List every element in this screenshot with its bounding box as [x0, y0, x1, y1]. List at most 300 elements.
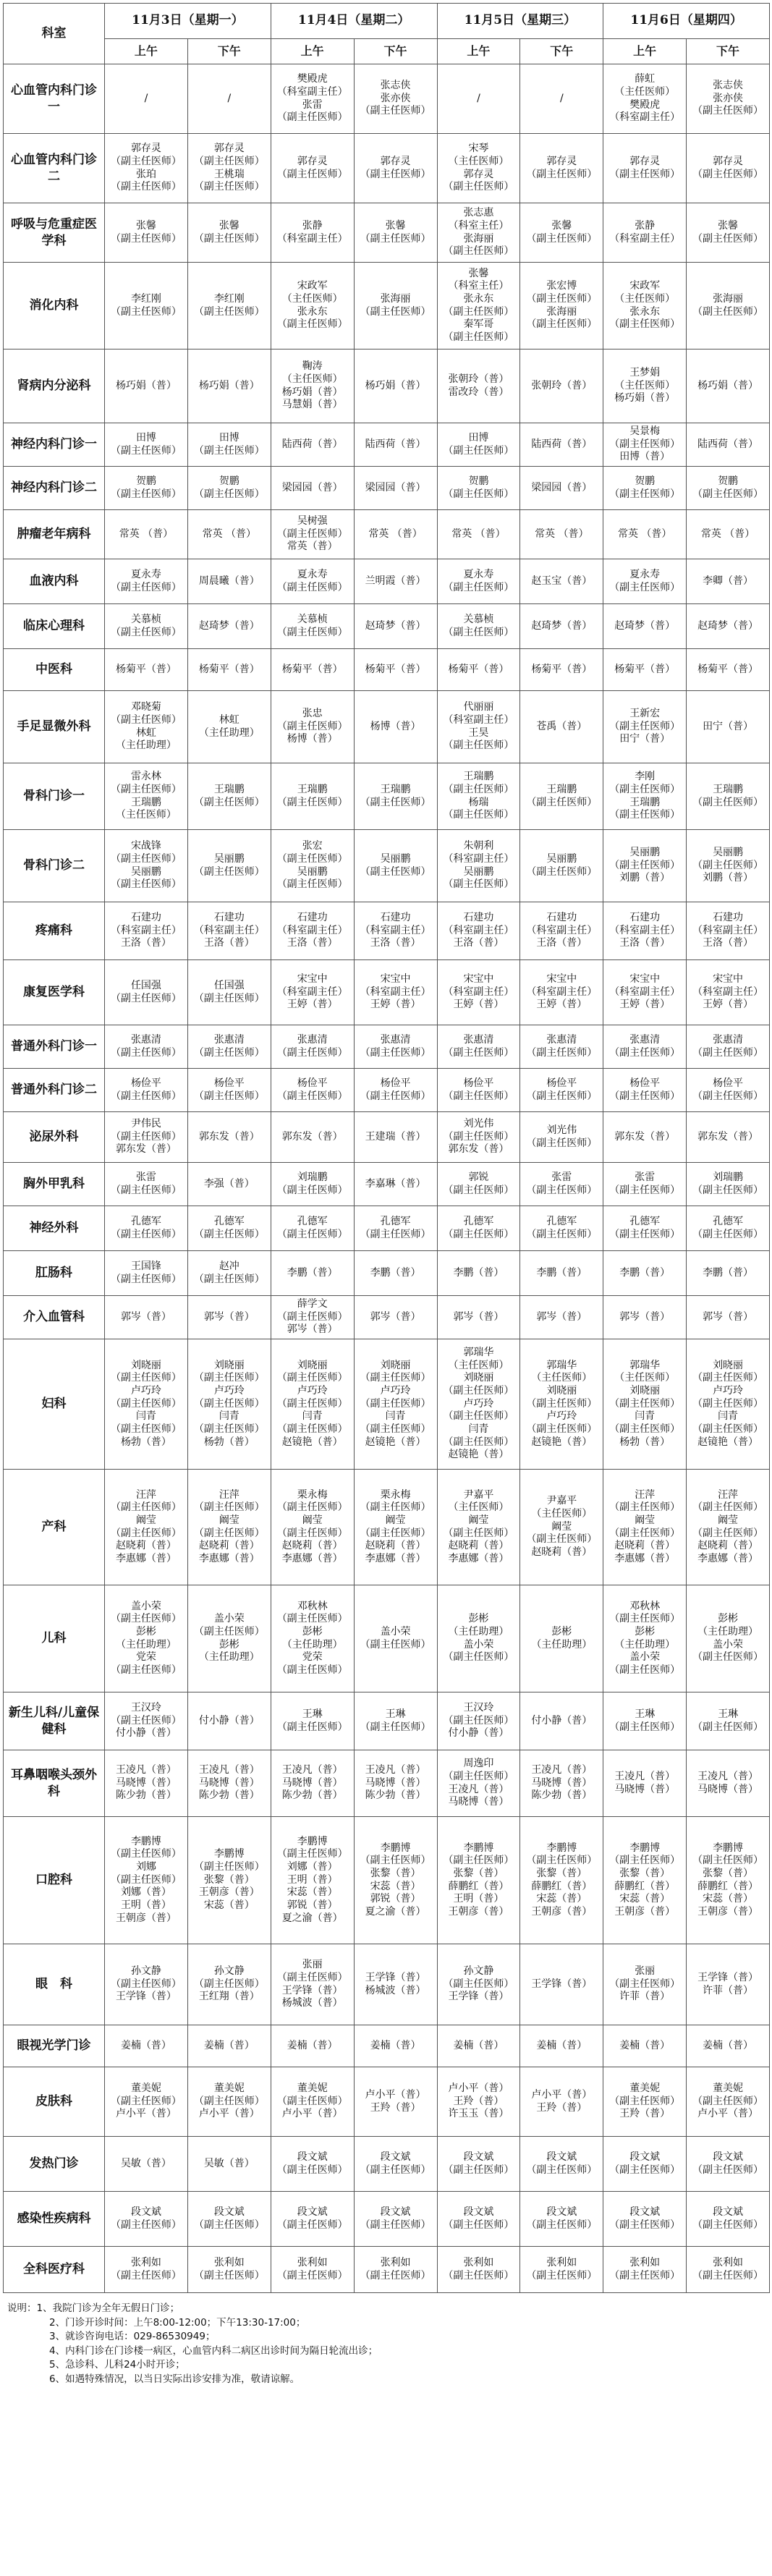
am-doctors-cell: 董美妮 （副主任医师） 王羚（普） [603, 2067, 687, 2137]
schedule-row [4, 691, 770, 763]
am-doctors-cell: 贺鹏 （副主任医师） [437, 467, 520, 510]
pm-doctors-cell: 王学锋（普） 杨城波（普） [354, 1944, 437, 2025]
department-name: 产科 [4, 1470, 105, 1585]
am-doctors-cell: 李鹏博 （副主任医师） 张黎（普） 薛鹏红（普） 王明（普） 王朝彦（普） [437, 1817, 520, 1944]
pm-doctors-cell: 王瑞鹏 （副主任医师） [687, 763, 770, 830]
am-doctors-cell: 宋宝中 （科室副主任） 王婷（普） [271, 960, 354, 1025]
am-doctors-cell: 王汉玲 （副主任医师） 付小静（普） [105, 1692, 188, 1750]
department-name: 呼吸与危重症医学科 [4, 203, 105, 263]
pm-doctors-cell: 宋宝中 （科室副主任） 王婷（普） [687, 960, 770, 1025]
am-doctors-cell: 王琳 （副主任医师） [271, 1692, 354, 1750]
pm-doctors-cell: 张惠清 （副主任医师） [520, 1025, 603, 1069]
department-name: 骨科门诊一 [4, 763, 105, 830]
header-row-sessions [4, 39, 770, 64]
am-doctors-cell: 郭瑞华 （主任医师） 刘晓丽 （副主任医师） 卢巧玲 （副主任医师） 闫青 （副主任医师） 赵镜艳（普） [437, 1339, 520, 1470]
pm-doctors-cell: 苍禹（普） [520, 691, 603, 763]
pm-doctors-cell: 贺鹏 （副主任医师） [687, 467, 770, 510]
pm-doctors-cell: 李强（普） [187, 1163, 271, 1206]
schedule-row [4, 203, 770, 263]
am-doctors-cell: 王凌凡（普） 马晓博（普） 陈少勃（普） [271, 1750, 354, 1817]
pm-doctors-cell: 石建功 （科室副主任） 王洛（普） [354, 902, 437, 960]
am-doctors-cell: 张利如 （副主任医师） [603, 2247, 687, 2293]
pm-doctors-cell: 孔德军 （副主任医师） [187, 1206, 271, 1251]
pm-doctors-cell: 付小静（普） [520, 1692, 603, 1750]
schedule-row [4, 1944, 770, 2025]
am-doctors-cell: 王瑞鹏 （副主任医师） 杨瑞 （副主任医师） [437, 763, 520, 830]
schedule-row [4, 1817, 770, 1944]
pm-doctors-cell: 常英 （普） [354, 510, 437, 559]
pm-doctors-cell: 杨巧娟（普） [187, 349, 271, 423]
pm-doctors-cell: 田宁（普） [687, 691, 770, 763]
pm-header: 下午 [520, 39, 603, 64]
schedule-row [4, 2137, 770, 2192]
am-doctors-cell: 张惠清 （副主任医师） [603, 1025, 687, 1069]
department-name: 皮肤科 [4, 2067, 105, 2137]
pm-doctors-cell: 孔德军 （副主任医师） [354, 1206, 437, 1251]
am-doctors-cell: 张静 （科室副主任） [603, 203, 687, 263]
am-doctors-cell: 彭彬 （主任助理） 盖小荣 （副主任医师） [437, 1585, 520, 1692]
pm-doctors-cell: 张朝玲（普） [520, 349, 603, 423]
pm-doctors-cell: 李鹏（普） [687, 1251, 770, 1296]
am-doctors-cell: 夏永寿 （副主任医师） [603, 559, 687, 604]
pm-doctors-cell: 张馨 （副主任医师） [354, 203, 437, 263]
am-doctors-cell: 董美妮 （副主任医师） 卢小平（普） [105, 2067, 188, 2137]
pm-doctors-cell: 郭东发（普） [187, 1112, 271, 1163]
am-doctors-cell: 张静 （科室副主任） [271, 203, 354, 263]
am-header: 上午 [437, 39, 520, 64]
am-doctors-cell: 宋政军 （主任医师） 张永东 （副主任医师） [271, 263, 354, 349]
am-doctors-cell: 郭存灵 （副主任医师） 张珀 （副主任医师） [105, 134, 188, 203]
department-name: 消化内科 [4, 263, 105, 349]
department-name: 耳鼻咽喉头颈外科 [4, 1750, 105, 1817]
am-doctors-cell: 姜楠（普） [603, 2025, 687, 2067]
note-line [7, 2302, 769, 2316]
department-name: 胸外甲乳科 [4, 1163, 105, 1206]
pm-doctors-cell: 陆西荷（普） [687, 423, 770, 467]
am-doctors-cell: 郭存灵 （副主任医师） [603, 134, 687, 203]
am-doctors-cell: 杨菊平（普） [437, 649, 520, 691]
am-doctors-cell: 吴敏（普） [105, 2137, 188, 2192]
am-doctors-cell: 周逸印 （副主任医师） 王凌凡（普） 马晓博（普） [437, 1750, 520, 1817]
pm-doctors-cell: 卢小平（普） 王羚（普） [354, 2067, 437, 2137]
department-name: 心血管内科门诊一 [4, 64, 105, 134]
pm-doctors-cell: / [187, 64, 271, 134]
am-doctors-cell: 李鹏（普） [271, 1251, 354, 1296]
schedule-row [4, 263, 770, 349]
am-doctors-cell: 关慕桢 （副主任医师） [105, 604, 188, 649]
pm-doctors-cell: 姜楠（普） [187, 2025, 271, 2067]
pm-doctors-cell: 郭瑞华 （主任医师） 刘晓丽 （副主任医师） 卢巧玲 （副主任医师） 赵镜艳（普） [520, 1339, 603, 1470]
am-doctors-cell: 刘晓丽 （副主任医师） 卢巧玲 （副主任医师） 闫青 （副主任医师） 杨勃（普） [105, 1339, 188, 1470]
pm-doctors-cell: 梁园园（普） [354, 467, 437, 510]
am-doctors-cell: 石建功 （科室副主任） 王洛（普） [603, 902, 687, 960]
pm-doctors-cell: 李鹏博 （副主任医师） 张黎（普） 薛鹏红（普） 宋蕊（普） 王朝彦（普） [520, 1817, 603, 1944]
pm-doctors-cell: 汪萍 （副主任医师） 阚莹 （副主任医师） 赵晓莉（普） 李惠娜（普） [687, 1470, 770, 1585]
pm-doctors-cell: 张馨 （副主任医师） [187, 203, 271, 263]
pm-doctors-cell: 王建瑞（普） [354, 1112, 437, 1163]
schedule-row [4, 134, 770, 203]
department-name: 肛肠科 [4, 1251, 105, 1296]
pm-doctors-cell: 王瑞鹏 （副主任医师） [520, 763, 603, 830]
pm-doctors-cell: 杨巧娟（普） [687, 349, 770, 423]
department-name: 全科医疗科 [4, 2247, 105, 2293]
header-row-days [4, 4, 770, 39]
am-doctors-cell: 姜楠（普） [437, 2025, 520, 2067]
am-doctors-cell: 孙文静 （副主任医师） 王学锋（普） [437, 1944, 520, 2025]
am-doctors-cell: 姜楠（普） [271, 2025, 354, 2067]
pm-doctors-cell: 段文斌 （副主任医师） [354, 2137, 437, 2192]
department-name: 眼视光学门诊 [4, 2025, 105, 2067]
am-doctors-cell: 张利如 （副主任医师） [105, 2247, 188, 2293]
am-doctors-cell: / [105, 64, 188, 134]
note-line: 4、内科门诊在门诊楼一病区，心血管内科二病区出诊时间为隔日轮流出诊； [49, 2344, 378, 2357]
am-doctors-cell: 李鹏（普） [603, 1251, 687, 1296]
am-doctors-cell: 王凌凡（普） 马晓博（普） 陈少勃（普） [105, 1750, 188, 1817]
pm-doctors-cell: 杨菊平（普） [187, 649, 271, 691]
pm-doctors-cell: 王凌凡（普） 马晓博（普） 陈少勃（普） [187, 1750, 271, 1817]
dept-header: 科室 [4, 4, 105, 64]
schedule-row [4, 2025, 770, 2067]
am-doctors-cell: 郭存灵 （副主任医师） [271, 134, 354, 203]
am-doctors-cell: 张雷 （副主任医师） [603, 1163, 687, 1206]
pm-header: 下午 [687, 39, 770, 64]
pm-doctors-cell: 吴丽鹏 （副主任医师） 刘鹏（普） [687, 830, 770, 902]
am-doctors-cell: 张雷 （副主任医师） [105, 1163, 188, 1206]
am-doctors-cell: 段文斌 （副主任医师） [105, 2192, 188, 2247]
department-name: 临床心理科 [4, 604, 105, 649]
pm-doctors-cell: 吴丽鹏 （副主任医师） [520, 830, 603, 902]
notes-section [3, 2302, 769, 2386]
pm-doctors-cell: 杨巧娟（普） [354, 349, 437, 423]
am-doctors-cell: 樊殿虎 （科室副主任） 张雷 （副主任医师） [271, 64, 354, 134]
pm-doctors-cell: 吴丽鹏 （副主任医师） [354, 830, 437, 902]
am-doctors-cell: 薛学文 （副主任医师） 郭岑（普） [271, 1296, 354, 1339]
pm-doctors-cell: 孔德军 （副主任医师） [520, 1206, 603, 1251]
pm-doctors-cell: 张惠清 （副主任医师） [687, 1025, 770, 1069]
am-doctors-cell: 李红刚 （副主任医师） [105, 263, 188, 349]
pm-doctors-cell: 吴敏（普） [187, 2137, 271, 2192]
pm-doctors-cell: 张海丽 （副主任医师） [687, 263, 770, 349]
am-doctors-cell: 刘光伟 （副主任医师） 郭东发（普） [437, 1112, 520, 1163]
am-doctors-cell: 刘瑞鹏 （副主任医师） [271, 1163, 354, 1206]
am-doctors-cell: 孔德军 （副主任医师） [603, 1206, 687, 1251]
pm-doctors-cell: 赵琦梦（普） [187, 604, 271, 649]
schedule-row [4, 1296, 770, 1339]
day-header-3: 11月5日（星期三） [437, 4, 603, 39]
department-name: 肿瘤老年病科 [4, 510, 105, 559]
am-doctors-cell: 张丽 （副主任医师） 王学锋（普） 杨城波（普） [271, 1944, 354, 2025]
pm-doctors-cell: 梁园园（普） [520, 467, 603, 510]
schedule-row [4, 349, 770, 423]
am-doctors-cell: 夏永寿 （副主任医师） [437, 559, 520, 604]
pm-doctors-cell: 付小静（普） [187, 1692, 271, 1750]
note-line: 2、门诊开诊时间：上午8:00-12:00；下午13:30-17:00； [49, 2316, 306, 2329]
am-doctors-cell: 张馨 （副主任医师） [105, 203, 188, 263]
am-doctors-cell: 郭岑（普） [603, 1296, 687, 1339]
pm-doctors-cell: 周晨曦（普） [187, 559, 271, 604]
schedule-row [4, 960, 770, 1025]
am-doctors-cell: 张惠清 （副主任医师） [271, 1025, 354, 1069]
department-name: 心血管内科门诊二 [4, 134, 105, 203]
pm-doctors-cell: 赵琦梦（普） [687, 604, 770, 649]
pm-doctors-cell: 赵玉宝（普） [520, 559, 603, 604]
pm-doctors-cell: 郭存灵 （副主任医师） [687, 134, 770, 203]
am-doctors-cell: 尹伟民 （副主任医师） 郭东发（普） [105, 1112, 188, 1163]
pm-doctors-cell: 张利如 （副主任医师） [354, 2247, 437, 2293]
schedule-body [4, 64, 770, 2293]
pm-doctors-cell: 郭存灵 （副主任医师） [520, 134, 603, 203]
pm-doctors-cell: 郭岑（普） [187, 1296, 271, 1339]
schedule-row [4, 64, 770, 134]
am-doctors-cell: 段文斌 （副主任医师） [603, 2192, 687, 2247]
pm-doctors-cell: 董美妮 （副主任医师） 卢小平（普） [687, 2067, 770, 2137]
am-doctors-cell: 关慕桢 （副主任医师） [271, 604, 354, 649]
pm-doctors-cell: 张利如 （副主任医师） [520, 2247, 603, 2293]
department-name: 新生儿科/儿童保健科 [4, 1692, 105, 1750]
department-name: 口腔科 [4, 1817, 105, 1944]
pm-doctors-cell: 李鹏博 （副主任医师） 张黎（普） 王朝彦（普） 宋蕊（普） [187, 1817, 271, 1944]
pm-doctors-cell: 盖小荣 （副主任医师） 彭彬 （主任助理） [187, 1585, 271, 1692]
note-line: 3、就诊咨询电话：029-86530949； [49, 2331, 216, 2343]
pm-doctors-cell: 李红刚 （副主任医师） [187, 263, 271, 349]
pm-doctors-cell: 汪萍 （副主任医师） 阚莹 （副主任医师） 赵晓莉（普） 李惠娜（普） [187, 1470, 271, 1585]
am-doctors-cell: 李鹏博 （副主任医师） 刘娜 （副主任医师） 刘娜（普） 王明（普） 王朝彦（普） [105, 1817, 188, 1944]
pm-doctors-cell: 兰明霞（普） [354, 559, 437, 604]
am-doctors-cell: 孔德军 （副主任医师） [437, 1206, 520, 1251]
schedule-row [4, 1750, 770, 1817]
pm-doctors-cell: 赵琦梦（普） [520, 604, 603, 649]
am-doctors-cell: 贺鹏 （副主任医师） [603, 467, 687, 510]
am-doctors-cell: 栗永梅 （副主任医师） 阚莹 （副主任医师） 赵晓莉（普） 李惠娜（普） [271, 1470, 354, 1585]
department-name: 骨科门诊二 [4, 830, 105, 902]
am-doctors-cell: 张利如 （副主任医师） [437, 2247, 520, 2293]
am-doctors-cell: 张丽 （副主任医师） 许菲（普） [603, 1944, 687, 2025]
pm-doctors-cell: 张志侠 张亦侠 （副主任医师） [354, 64, 437, 134]
pm-doctors-cell: 张志侠 张亦侠 （副主任医师） [687, 64, 770, 134]
schedule-row [4, 510, 770, 559]
pm-doctors-cell: 张利如 （副主任医师） [687, 2247, 770, 2293]
am-doctors-cell: 常英 （普） [105, 510, 188, 559]
department-name: 普通外科门诊二 [4, 1069, 105, 1112]
am-doctors-cell: 卢小平（普） 王羚（普） 许玉玉（普） [437, 2067, 520, 2137]
department-name: 普通外科门诊一 [4, 1025, 105, 1069]
am-doctors-cell: 梁园园（普） [271, 467, 354, 510]
schedule-row [4, 467, 770, 510]
pm-doctors-cell: 卢小平（普） 王羚（普） [520, 2067, 603, 2137]
pm-doctors-cell: 张馨 （副主任医师） [687, 203, 770, 263]
am-doctors-cell: 关慕桢 （副主任医师） [437, 604, 520, 649]
am-doctors-cell: 邓晓菊 （副主任医师） 林虹 （主任助理） [105, 691, 188, 763]
am-doctors-cell: 石建功 （科室副主任） 王洛（普） [271, 902, 354, 960]
am-doctors-cell: 田博 （副主任医师） [437, 423, 520, 467]
am-doctors-cell: 吴树强 （副主任医师） 常英（普） [271, 510, 354, 559]
pm-doctors-cell: 王凌凡（普） 马晓博（普） [687, 1750, 770, 1817]
pm-doctors-cell: 彭彬 （主任助理） [520, 1585, 603, 1692]
pm-doctors-cell: 郭岑（普） [687, 1296, 770, 1339]
pm-doctors-cell: 杨俭平 （副主任医师） [187, 1069, 271, 1112]
pm-doctors-cell: 宋宝中 （科室副主任） 王婷（普） [520, 960, 603, 1025]
am-doctors-cell: 邓秋林 （副主任医师） 彭彬 （主任助理） 盖小荣 （副主任医师） [603, 1585, 687, 1692]
am-doctors-cell: 王汉玲 （副主任医师） 付小静（普） [437, 1692, 520, 1750]
am-doctors-cell: 张朝玲（普） 雷改玲（普） [437, 349, 520, 423]
am-doctors-cell: 杨俭平 （副主任医师） [437, 1069, 520, 1112]
pm-doctors-cell: 王瑞鹏 （副主任医师） [354, 763, 437, 830]
am-doctors-cell: 薛虹 （主任医师） 樊殿虎 （科室副主任） [603, 64, 687, 134]
pm-doctors-cell: 张惠清 （副主任医师） [187, 1025, 271, 1069]
schedule-row [4, 1251, 770, 1296]
am-doctors-cell: 杨巧娟（普） [105, 349, 188, 423]
am-doctors-cell: 鞠涛 （主任医师） 杨巧娟（普） 马慧娟（普） [271, 349, 354, 423]
pm-doctors-cell: 吴丽鹏 （副主任医师） [187, 830, 271, 902]
am-doctors-cell: 刘晓丽 （副主任医师） 卢巧玲 （副主任医师） 闫青 （副主任医师） 赵镜艳（普） [271, 1339, 354, 1470]
schedule-row [4, 604, 770, 649]
am-doctors-cell: 郭东发（普） [603, 1112, 687, 1163]
am-doctors-cell: 姜楠（普） [105, 2025, 188, 2067]
am-doctors-cell: 杨菊平（普） [271, 649, 354, 691]
pm-doctors-cell: 郭岑（普） [354, 1296, 437, 1339]
schedule-row [4, 649, 770, 691]
department-name: 儿科 [4, 1585, 105, 1692]
am-doctors-cell: 常英 （普） [437, 510, 520, 559]
am-doctors-cell: 段文斌 （副主任医师） [603, 2137, 687, 2192]
am-doctors-cell: 宋战锋 （副主任医师） 吴丽鹏 （副主任医师） [105, 830, 188, 902]
am-doctors-cell: 夏永寿 （副主任医师） [271, 559, 354, 604]
am-doctors-cell: 张志惠 （科室主任） 张海丽 （副主任医师） [437, 203, 520, 263]
am-doctors-cell: 石建功 （科室副主任） 王洛（普） [105, 902, 188, 960]
day-header-4: 11月6日（星期四） [603, 4, 770, 39]
am-doctors-cell: 郭东发（普） [271, 1112, 354, 1163]
pm-doctors-cell: 段文斌 （副主任医师） [520, 2192, 603, 2247]
am-doctors-cell: 尹嘉平 （主任医师） 阚莹 （副主任医师） 赵晓莉（普） 李惠娜（普） [437, 1470, 520, 1585]
pm-doctors-cell: 陆西荷（普） [354, 423, 437, 467]
pm-doctors-cell: 张利如 （副主任医师） [187, 2247, 271, 2293]
am-doctors-cell: 宋宝中 （科室副主任） 王婷（普） [437, 960, 520, 1025]
department-name: 肾病内分泌科 [4, 349, 105, 423]
pm-doctors-cell: 李鹏（普） [520, 1251, 603, 1296]
pm-doctors-cell: 李卿（普） [687, 559, 770, 604]
pm-doctors-cell: 彭彬 （主任助理） 盖小荣 （副主任医师） [687, 1585, 770, 1692]
am-doctors-cell: 李鹏博 （副主任医师） 张黎（普） 薛鹏红（普） 宋蕊（普） 王朝彦（普） [603, 1817, 687, 1944]
pm-doctors-cell: / [520, 64, 603, 134]
pm-doctors-cell: 李鹏（普） [354, 1251, 437, 1296]
am-doctors-cell: 张忠 （副主任医师） 杨博（普） [271, 691, 354, 763]
department-name: 发热门诊 [4, 2137, 105, 2192]
pm-doctors-cell: 段文斌 （副主任医师） [187, 2192, 271, 2247]
pm-doctors-cell: 王学锋（普） [520, 1944, 603, 2025]
schedule-table [3, 3, 770, 2293]
notes-lead: 说明： [7, 2302, 37, 2314]
am-header: 上午 [105, 39, 188, 64]
department-name: 神经内科门诊二 [4, 467, 105, 510]
department-name: 中医科 [4, 649, 105, 691]
am-doctors-cell: 张宏 （副主任医师） 吴丽鹏 （副主任医师） [271, 830, 354, 902]
pm-doctors-cell: 林虹 （主任助理） [187, 691, 271, 763]
pm-doctors-cell: 刘晓丽 （副主任医师） 卢巧玲 （副主任医师） 闫青 （副主任医师） 杨勃（普） [187, 1339, 271, 1470]
am-doctors-cell: 田博 （副主任医师） [105, 423, 188, 467]
am-doctors-cell: 段文斌 （副主任医师） [437, 2137, 520, 2192]
pm-doctors-cell: 贺鹏 （副主任医师） [187, 467, 271, 510]
am-header: 上午 [271, 39, 354, 64]
pm-doctors-cell: 刘晓丽 （副主任医师） 卢巧玲 （副主任医师） 闫青 （副主任医师） 赵镜艳（普） [354, 1339, 437, 1470]
pm-doctors-cell: 张宏博 （副主任医师） 张海丽 （副主任医师） [520, 263, 603, 349]
am-doctors-cell: 李刚 （副主任医师） 王瑞鹏 （副主任医师） [603, 763, 687, 830]
am-doctors-cell: 郭岑（普） [437, 1296, 520, 1339]
pm-doctors-cell: 石建功 （科室副主任） 王洛（普） [687, 902, 770, 960]
pm-doctors-cell: 陆西荷（普） [520, 423, 603, 467]
pm-doctors-cell: 段文斌 （副主任医师） [354, 2192, 437, 2247]
pm-doctors-cell: 杨菊平（普） [520, 649, 603, 691]
am-doctors-cell: 任国强 （副主任医师） [105, 960, 188, 1025]
pm-doctors-cell: 石建功 （科室副主任） 王洛（普） [520, 902, 603, 960]
pm-doctors-cell: 杨博（普） [354, 691, 437, 763]
department-name: 手足显微外科 [4, 691, 105, 763]
am-doctors-cell: 王梦娟 （主任医师） 杨巧娟（普） [603, 349, 687, 423]
pm-doctors-cell: 王凌凡（普） 马晓博（普） 陈少勃（普） [354, 1750, 437, 1817]
am-doctors-cell: 段文斌 （副主任医师） [437, 2192, 520, 2247]
pm-doctors-cell: 杨俭平 （副主任医师） [354, 1069, 437, 1112]
am-doctors-cell: 段文斌 （副主任医师） [271, 2137, 354, 2192]
schedule-row [4, 1112, 770, 1163]
am-doctors-cell: 李鹏博 （副主任医师） 刘娜（普） 王明（普） 宋蕊（普） 郭锐（普） 夏之渝（普） [271, 1817, 354, 1944]
am-doctors-cell: 郭岑（普） [105, 1296, 188, 1339]
pm-doctors-cell: 常英 （普） [687, 510, 770, 559]
department-name: 眼 科 [4, 1944, 105, 2025]
am-doctors-cell: 杨菊平（普） [603, 649, 687, 691]
schedule-row [4, 1692, 770, 1750]
day-header-1: 11月3日（星期一） [105, 4, 271, 39]
note-text: 1、我院门诊为全年无假日门诊； [36, 2302, 180, 2314]
schedule-row [4, 1470, 770, 1585]
am-doctors-cell: 杨俭平 （副主任医师） [271, 1069, 354, 1112]
am-doctors-cell: 王凌凡（普） 马晓博（普） [603, 1750, 687, 1817]
schedule-row [4, 1163, 770, 1206]
pm-doctors-cell: 姜楠（普） [354, 2025, 437, 2067]
pm-doctors-cell: 盖小荣 （副主任医师） [354, 1585, 437, 1692]
pm-doctors-cell: 王瑞鹏 （副主任医师） [187, 763, 271, 830]
pm-doctors-cell: 杨俭平 （副主任医师） [520, 1069, 603, 1112]
department-name: 感染性疾病科 [4, 2192, 105, 2247]
am-doctors-cell: / [437, 64, 520, 134]
am-doctors-cell: 杨俭平 （副主任医师） [603, 1069, 687, 1112]
am-doctors-cell: 石建功 （科室副主任） 王洛（普） [437, 902, 520, 960]
am-doctors-cell: 邓秋林 （副主任医师） 彭彬 （主任助理） 党荣 （副主任医师） [271, 1585, 354, 1692]
pm-header: 下午 [354, 39, 437, 64]
am-doctors-cell: 吴丽鹏 （副主任医师） 刘鹏（普） [603, 830, 687, 902]
schedule-row [4, 830, 770, 902]
pm-doctors-cell: 宋宝中 （科室副主任） 王婷（普） [354, 960, 437, 1025]
pm-doctors-cell: 段文斌 （副主任医师） [687, 2137, 770, 2192]
am-doctors-cell: 王琳 （副主任医师） [603, 1692, 687, 1750]
am-doctors-cell: 汪萍 （副主任医师） 阚莹 （副主任医师） 赵晓莉（普） 李惠娜（普） [603, 1470, 687, 1585]
pm-doctors-cell: 栗永梅 （副主任医师） 阚莹 （副主任医师） 赵晓莉（普） 李惠娜（普） [354, 1470, 437, 1585]
pm-doctors-cell: 刘瑞鹏 （副主任医师） [687, 1163, 770, 1206]
am-header: 上午 [603, 39, 687, 64]
outpatient-schedule [3, 3, 769, 2386]
pm-doctors-cell: 刘光伟 （副主任医师） [520, 1112, 603, 1163]
am-doctors-cell: 常英 （普） [603, 510, 687, 559]
schedule-row [4, 1206, 770, 1251]
pm-header: 下午 [187, 39, 271, 64]
pm-doctors-cell: 郭东发（普） [687, 1112, 770, 1163]
schedule-row [4, 1339, 770, 1470]
schedule-row [4, 2192, 770, 2247]
pm-doctors-cell: 杨俭平 （副主任医师） [687, 1069, 770, 1112]
note-line: 6、如遇特殊情况，以当日实际出诊安排为准，敬请谅解。 [49, 2373, 300, 2385]
am-doctors-cell: 段文斌 （副主任医师） [271, 2192, 354, 2247]
am-doctors-cell: 张利如 （副主任医师） [271, 2247, 354, 2293]
am-doctors-cell: 贺鹏 （副主任医师） [105, 467, 188, 510]
am-doctors-cell: 董美妮 （副主任医师） 卢小平（普） [271, 2067, 354, 2137]
